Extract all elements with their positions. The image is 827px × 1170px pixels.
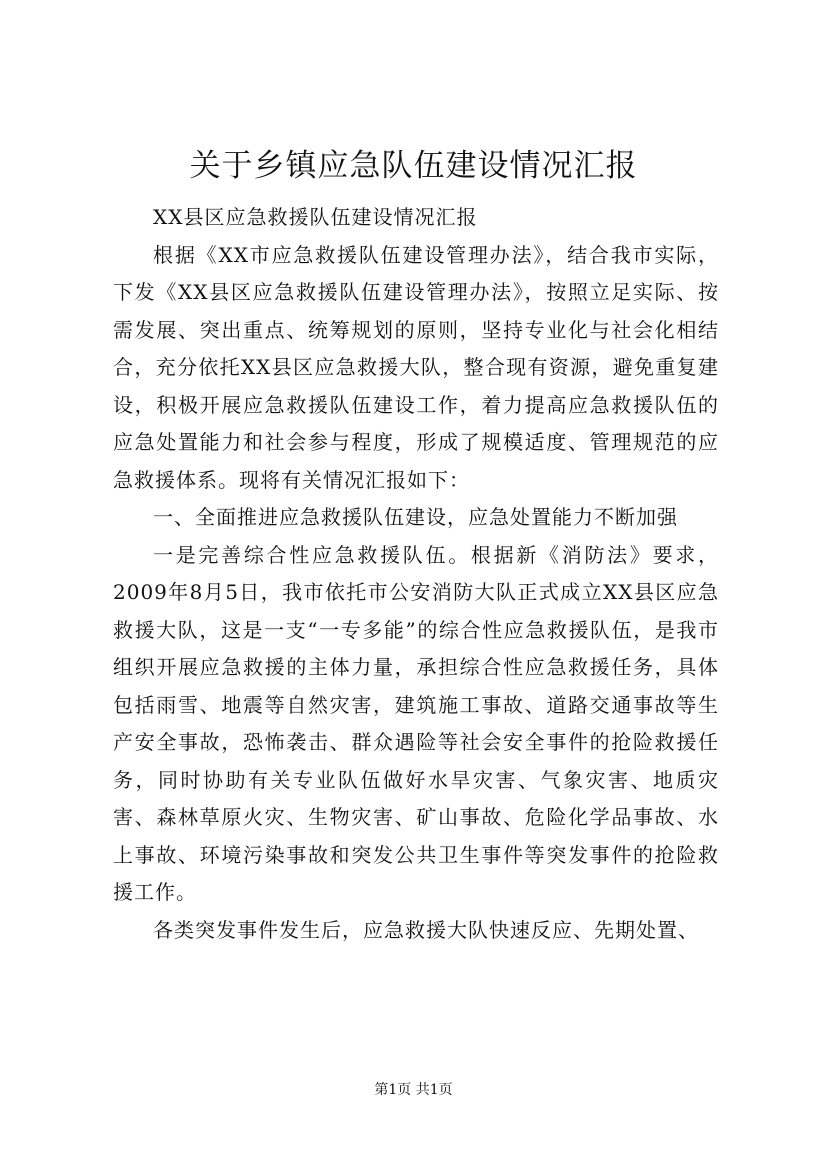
paragraph-intro: 根据《XX市应急救援队伍建设管理办法》，结合我市实际，下发《XX县区应急救援队伍建设管理办法》，按照立足实际、按需发展、突出重点、统筹规划的原则，坚持专业化与社会化相结合，充分依托XX县区应急救援大队，整合现有资源，避免重复建设，积极开展应急救援队伍建设工作，着力提高应急救援队伍的应急处置能力和社会参与程度，形成了规模适度、管理规范的应急救援体系。现将有关情况汇报如下：	[113, 242, 719, 492]
document-body	[113, 199, 719, 949]
document-title: 关于乡镇应急队伍建设情况汇报	[189, 148, 638, 184]
paragraph-response: 各类突发事件发生后，应急救援大队快速反应、先期处置、	[153, 917, 699, 942]
paragraph-section-heading: 一、全面推进应急救援队伍建设，应急处置能力不断加强	[153, 505, 678, 529]
paragraph-subtitle: XX县区应急救援队伍建设情况汇报	[153, 205, 478, 229]
paragraph-comprehensive-team: 一是完善综合性应急救援队伍。根据新《消防法》要求，2009年8月5日，我市依托市公安消防大队正式成立XX县区应急救援大队，这是一支“一专多能”的综合性应急救援队伍，是我市组织开展应急救援的主体力量，承担综合性应急救援任务，具体包括雨雪、地震等自然灾害，建筑施工事故、道路交通事故等生产安全事故，恐怖袭击、群众遇险等社会安全事件的抢险救援任务，同时协助有关专业队伍做好水旱灾害、气象灾害、地质灾害、森林草原火灾、生物灾害、矿山事故、危险化学品事故、水上事故、环境污染事故和突发公共卫生事件等突发事件的抢险救援工作。	[113, 542, 719, 904]
page-footer: 第1页 共1页	[374, 1082, 453, 1098]
